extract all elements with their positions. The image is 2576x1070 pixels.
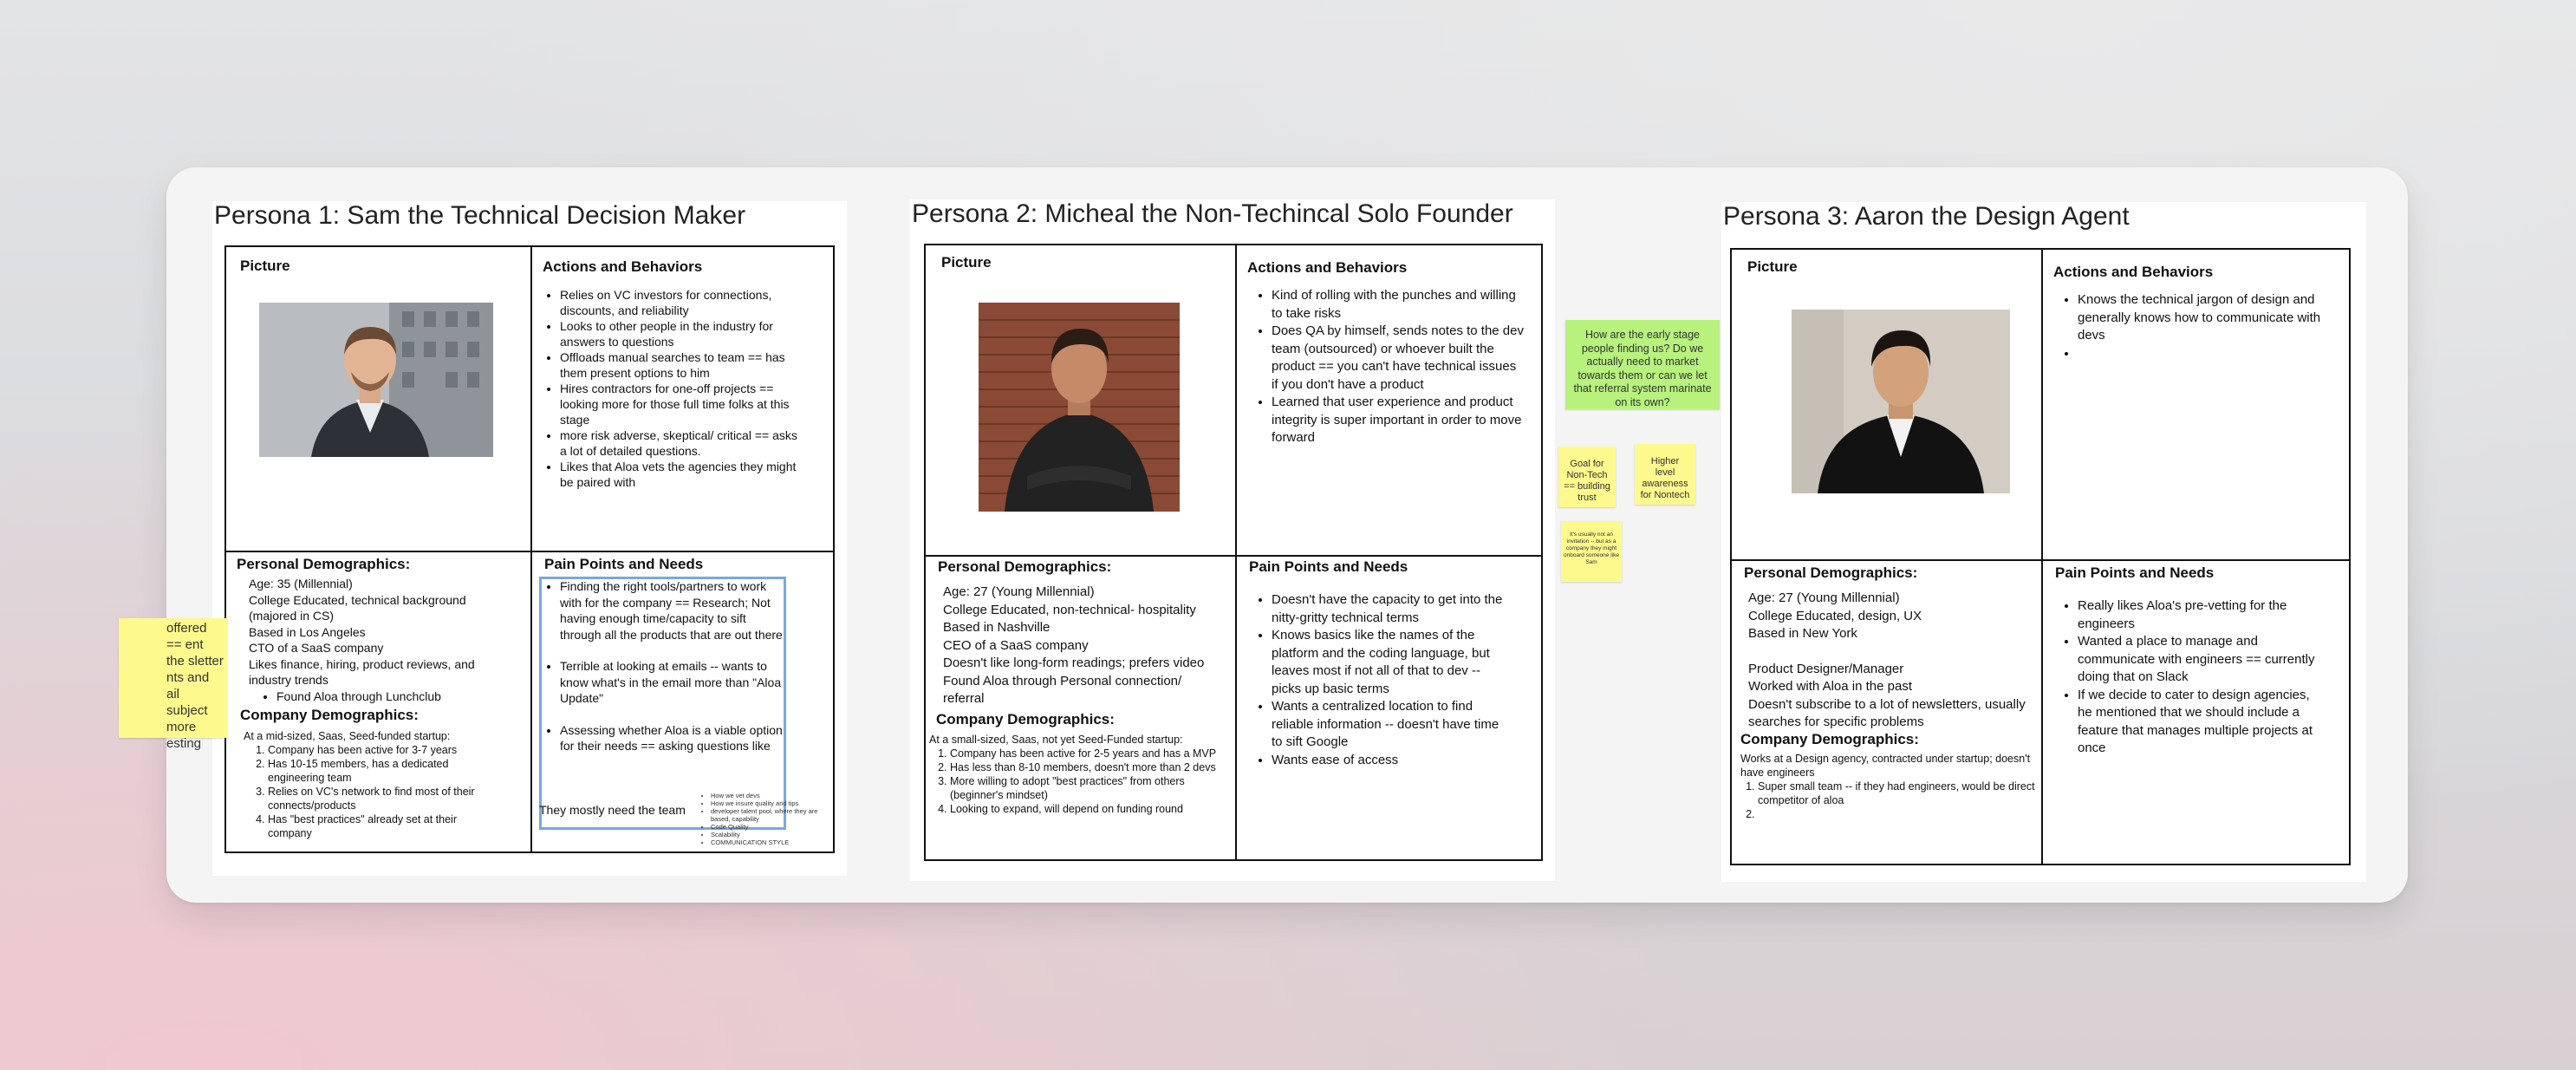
list-item: • Really likes Aloa's pre-vetting for the engineers [2078, 597, 2322, 633]
company-title: Company Demographics: [936, 711, 1115, 727]
sticky-note-offered-clip [166, 618, 227, 751]
demo-line: CEO of a SaaS company [943, 637, 1089, 653]
company-title: Company Demographics: [1740, 731, 1919, 747]
demo-line: Doesn't subscribe to a lot of newsletters, usually searches for specific problems [1748, 696, 2026, 729]
micheal-photo[interactable] [979, 303, 1180, 512]
demographics-text [249, 576, 509, 704]
whiteboard-canvas[interactable] [166, 167, 2408, 903]
picture-label: Picture [1747, 258, 1798, 275]
list-item: • developer talent pool, where they are based, capability [711, 807, 823, 823]
demographics-cell [926, 555, 1235, 859]
pain-list[interactable] [544, 578, 785, 754]
pain-cell [530, 551, 833, 851]
list-item: • How we vet devs [711, 792, 823, 799]
list-item: 4. Has "best practices" already set at their company [268, 812, 504, 840]
list-item: 2. Has 10-15 members, has a dedicated engineering team [268, 757, 504, 785]
demo-line: Worked with Aloa in the past [1748, 679, 1912, 694]
aaron-photo[interactable] [1792, 310, 2010, 493]
actions-cell [1235, 245, 1541, 555]
demographics-cell [1732, 559, 2041, 864]
list-item: • Wants a centralized location to find reliable information -- doesn't have time to sift Google [1272, 698, 1512, 752]
sticky-note-higher-awareness[interactable]: Higher level awareness for Nontech [1635, 444, 1695, 505]
demographics-title: Personal Demographics: [237, 556, 411, 572]
list-item [2078, 345, 2339, 363]
sticky-note-early-stage[interactable]: How are the early stage people finding us? Do we actually need to market towards them or can we let that referral system marinate on its own? [1565, 320, 1720, 409]
list-item: • Found Aloa through Lunchclub [276, 688, 509, 705]
list-item: • Offloads manual searches to team == has them present options to him [560, 349, 804, 381]
demo-line: Age: 27 (Young Millennial) [943, 584, 1095, 599]
demo-line: Age: 27 (Young Millennial) [1748, 590, 1900, 605]
pain-cell [1235, 555, 1541, 859]
list-item: • How we insure quality and tips [711, 799, 823, 807]
pain-footer: They mostly need the team [539, 803, 686, 817]
demo-line [1748, 643, 2026, 661]
sticky-note-goal-trust[interactable]: Goal for Non-Tech == building trust [1558, 447, 1616, 507]
demographics-text [1748, 590, 2026, 732]
company-text [929, 733, 1233, 816]
list-item: • Code Quality [711, 823, 823, 831]
actions-list [544, 287, 804, 490]
picture-label: Picture [941, 254, 992, 271]
list-item: 1. Company has been active for 2-5 years and has a MVP [950, 747, 1233, 760]
persona-3-frame[interactable] [1721, 202, 2366, 882]
demographics-title: Personal Demographics: [938, 558, 1112, 575]
pain-title: Pain Points and Needs [2055, 564, 2215, 581]
list-item: • Wanted a place to manage and communicate with engineers == currently doing that on Slack [2078, 633, 2322, 687]
list-item: • COMMUNICATION STYLE [711, 838, 823, 846]
list-item: • Scalability [711, 831, 823, 838]
list-item: • more risk adverse, skeptical/ critical == asks a lot of detailed questions. [560, 427, 804, 459]
demographics-text [943, 584, 1238, 708]
actions-cell [2041, 250, 2349, 559]
demo-line: Age: 35 (Millennial) [249, 577, 353, 590]
company-intro: At a small-sized, Saas, not yet Seed-Funded startup: [929, 734, 1183, 746]
list-item: 3. Relies on VC's network to find most of their connects/products [268, 785, 504, 812]
picture-label: Picture [240, 258, 290, 274]
company-text [244, 729, 504, 840]
demo-line: Based in Nashville [943, 620, 1051, 635]
demographics-title: Personal Demographics: [1744, 564, 1918, 581]
list-item: • Wants ease of access [1272, 752, 1512, 770]
list-item: • If we decide to cater to design agencies, he mentioned that we should include a feature that manages multiple projects at once [2078, 687, 2322, 758]
list-item: • Looks to other people in the industry for answers to questions [560, 318, 804, 349]
persona-2-table [924, 244, 1543, 861]
demo-line: College Educated, technical background (majored in CS) [249, 592, 466, 623]
picture-cell [926, 245, 1235, 555]
company-text [1740, 752, 2035, 821]
pain-title: Pain Points and Needs [1249, 558, 1408, 575]
actions-title: Actions and Behaviors [543, 258, 703, 275]
list-item: 4. Looking to expand, will depend on funding round [950, 802, 1233, 816]
persona-3-title: Persona 3: Aaron the Design Agent [1723, 202, 2130, 231]
company-title: Company Demographics: [240, 707, 419, 723]
demo-line: CTO of a SaaS company [249, 641, 384, 655]
list-item: • Does QA by himself, sends notes to the dev team (outsourced) or whoever built the product == you can't have technical issues if you don't have a product [1272, 323, 1525, 394]
list-item: • Learned that user experience and product integrity is super important in order to move forward [1272, 394, 1525, 447]
actions-title: Actions and Behaviors [1247, 259, 1408, 276]
demo-line: Found Aloa through Personal connection/ referral [943, 673, 1182, 706]
persona-2-title: Persona 2: Micheal the Non-Techincal Solo Founder [912, 199, 1513, 228]
persona-3-table [1730, 248, 2351, 865]
picture-cell [1732, 250, 2041, 559]
sticky-note-offered[interactable]: offered == ent the sletter nts and ail subject more esting [119, 618, 227, 738]
picture-cell [226, 247, 530, 551]
demo-line: Likes finance, hiring, product reviews, and industry trends [249, 656, 475, 687]
persona-1-frame[interactable] [212, 201, 847, 876]
pain-list [1256, 591, 1512, 769]
actions-list [1256, 287, 1525, 447]
demo-line: Based in New York [1748, 626, 1857, 641]
list-item [1758, 807, 2035, 821]
demo-line: College Educated, design, UX [1748, 608, 1922, 623]
list-item: • Doesn't have the capacity to get into the nitty-gritty technical terms [1272, 591, 1512, 627]
pain-title: Pain Points and Needs [544, 556, 704, 572]
persona-1-table [224, 245, 835, 853]
persona-1-title: Persona 1: Sam the Technical Decision Maker [214, 201, 746, 230]
actions-list [2062, 291, 2339, 362]
list-item: • Hires contractors for one-off projects == looking more for those full time folks at this stage [560, 381, 804, 427]
pain-list [2062, 597, 2322, 758]
demo-line: Based in Los Angeles [249, 624, 366, 639]
list-item: • Terrible at looking at emails -- wants to know what's in the email more than "Aloa Update" [560, 658, 785, 707]
demo-line: Product Designer/Manager [1748, 661, 1904, 676]
list-item: 1. Super small team -- if they had engineers, would be direct competitor of aloa [1758, 780, 2035, 807]
list-item: • Knows the technical jargon of design and generally knows how to communicate with devs [2078, 291, 2339, 345]
persona-2-frame[interactable] [910, 199, 1555, 881]
actions-cell [530, 247, 833, 551]
tiny-notes [702, 792, 823, 846]
pain-cell [2041, 559, 2349, 864]
company-intro: At a mid-sized, Saas, Seed-funded startup: [244, 730, 451, 742]
actions-title: Actions and Behaviors [2053, 264, 2214, 280]
demo-line: College Educated, non-technical- hospitality [943, 602, 1196, 617]
list-item: • Knows basics like the names of the platform and the coding language, but leaves most if not all of that to dev -- picks up basic terms [1272, 627, 1512, 698]
demographics-cell [226, 551, 530, 851]
list-item: 2. Has less than 8-10 members, doesn't more than 2 devs [950, 760, 1233, 774]
sticky-note-invitation[interactable]: It's usually not an invitation -- but as a company they might onboard someone like Sam [1561, 521, 1622, 582]
demo-line: Doesn't like long-form readings; prefers video [943, 656, 1205, 670]
list-item: • Relies on VC investors for connections, discounts, and reliability [560, 287, 804, 318]
list-item: • Assessing whether Aloa is a viable option for their needs == asking questions like [560, 722, 785, 754]
list-item: • Kind of rolling with the punches and willing to take risks [1272, 287, 1525, 323]
sam-photo[interactable] [259, 303, 493, 457]
list-item: 3. More willing to adopt "best practices" from others (beginner's mindset) [950, 774, 1233, 802]
list-item: 1. Company has been active for 3-7 years [268, 743, 504, 757]
company-intro: Works at a Design agency, contracted under startup; doesn't have engineers [1740, 753, 2031, 779]
list-item: • Likes that Aloa vets the agencies they might be paired with [560, 459, 804, 490]
list-item: • Finding the right tools/partners to work with for the company == Research; Not having enough time/capacity to sift through all the products that are out there [560, 578, 785, 643]
